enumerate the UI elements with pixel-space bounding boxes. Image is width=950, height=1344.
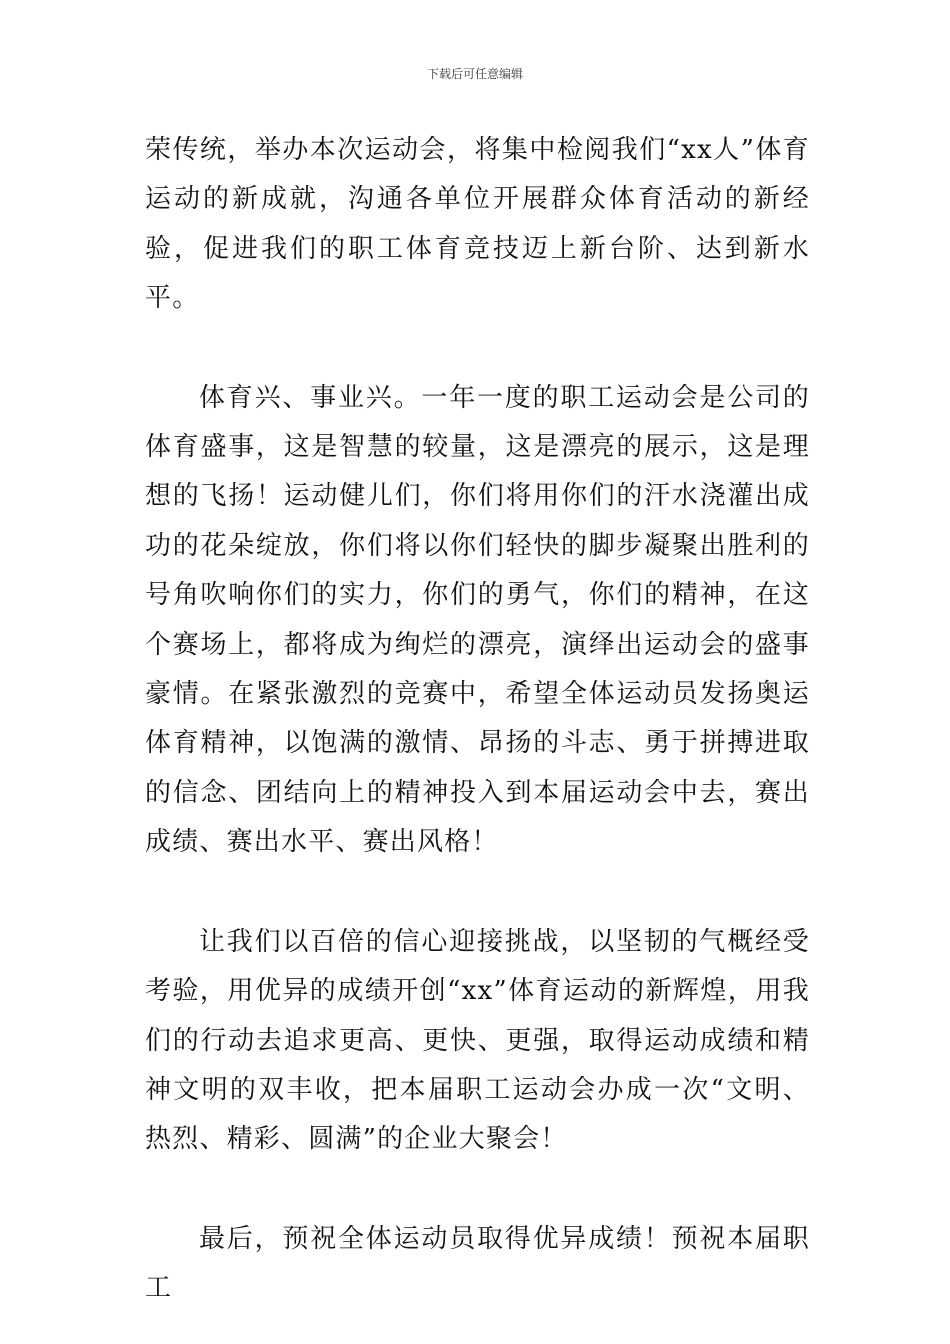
paragraph-challenge: 让我们以百倍的信心迎接挑战，以坚韧的气概经受考验，用优异的成绩开创“xx”体育运动的新辉煌，用我们的行动去追求更高、更快、更强，取得运动成绩和精神文明的双丰收，把本届职工运动会办成一次“文明、热烈、精彩、圆满”的企业大聚会！ [145,926,810,1155]
document-body [145,126,810,1314]
paragraph-continuation: 荣传统，举办本次运动会，将集中检阅我们“xx人”体育运动的新成就，沟通各单位开展群众体育活动的新经验，促进我们的职工体育竞技迈上新台阶、达到新水平。 [145,135,810,314]
paragraph-sports-spirit: 体育兴、事业兴。一年一度的职工运动会是公司的体育盛事，这是智慧的较量，这是漂亮的展示，这是理想的飞扬！运动健儿们，你们将用你们的汗水浇灌出成功的花朵绽放，你们将以你们轻快的脚步凝聚出胜利的号角吹响你们的实力，你们的勇气，你们的精神，在这个赛场上，都将成为绚烂的漂亮，演绎出运动会的盛事豪情。在紧张激烈的竞赛中，希望全体运动员发扬奥运体育精神，以饱满的激情、昂扬的斗志、勇于拼搏进取的信念、团结向上的精神投入到本届运动会中去，赛出成绩、赛出水平、赛出风格！ [145,382,810,858]
page-header-note: 下载后可任意编辑 [426,67,523,81]
paragraph-closing-wishes: 最后，预祝全体运动员取得优异成绩！预祝本届职工 [145,1223,810,1304]
